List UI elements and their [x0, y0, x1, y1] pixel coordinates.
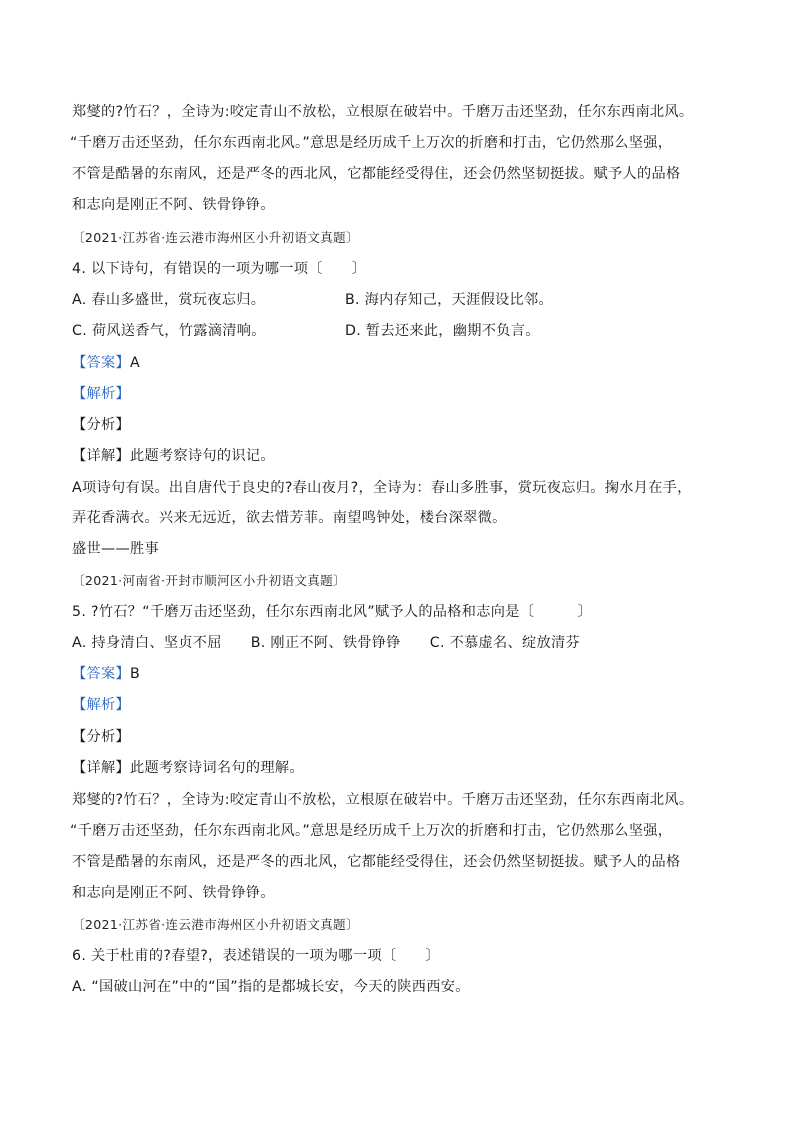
explanation-line: “千磨万击还坚劲，任尔东西南北风。”意思是经历成千上万次的折磨和打击，它仍然那么坚强，: [70, 823, 673, 839]
explanation-line: 和志向是刚正不阿、铁骨铮铮。: [72, 885, 275, 901]
explanation-line: 盛世——胜事: [72, 541, 159, 557]
detail-row: [72, 758, 304, 778]
explanation-line: 郑燮的?竹石？，全诗为:咬定青山不放松，立根原在破岩中。千磨万击还坚劲，任尔东西南北风。: [72, 104, 694, 120]
question-6-option-a: A. “国破山河在”中的“国”指的是都城长安，今天的陕西西安。: [72, 979, 470, 995]
answer-tag: 【答案】: [72, 355, 130, 371]
analysis-tag: 【解析】: [72, 386, 130, 402]
answer-row: [72, 664, 140, 684]
question-source: 〔2021·江苏省·连云港市海州区小升初语文真题〕: [72, 230, 359, 245]
question-5-stem: 5. ?竹石？“千磨万击还坚劲，任尔东西南北风”赋予人的品格和志向是〔 〕: [72, 604, 593, 620]
explanation-line: 和志向是刚正不阿、铁骨铮铮。: [72, 197, 275, 213]
question-4-option-c: C. 荷风送香气，竹露滴清响。: [72, 323, 266, 339]
question-4-option-a: A. 春山多盛世，赏玩夜忘归。: [72, 292, 266, 308]
question-4-option-b: B. 海内存知己，天涯假设比邻。: [345, 292, 553, 308]
explanation-line: “千磨万击还坚劲，任尔东西南北风。”意思是经历成千上万次的折磨和打击，它仍然那么坚强，: [70, 135, 673, 151]
explanation-line: 郑燮的?竹石？，全诗为:咬定青山不放松，立根原在破岩中。千磨万击还坚劲，任尔东西南北风。: [72, 792, 694, 808]
analysis-tag: 【解析】: [72, 697, 130, 713]
question-source: 〔2021·江苏省·连云港市海州区小升初语文真题〕: [72, 917, 359, 932]
answer-row: [72, 353, 140, 373]
fenxi-tag: 【分析】: [72, 417, 130, 433]
detail-tag: 【详解】: [72, 760, 130, 776]
question-4-stem: 4. 以下诗句，有错误的一项为哪一项〔 〕: [72, 261, 367, 277]
question-5-options: A. 持身清白、坚贞不屈 B. 刚正不阿、铁骨铮铮 C. 不慕虚名、绽放清芬: [72, 635, 580, 651]
detail-text: 此题考察诗词名句的理解。: [129, 760, 304, 776]
explanation-line: 不管是酷暑的东南风，还是严冬的西北风，它都能经受得住，还会仍然坚韧挺拔。赋予人的品格: [72, 854, 681, 870]
answer-value: B: [129, 666, 140, 682]
fenxi-tag: 【分析】: [72, 729, 130, 745]
explanation-line: 不管是酷暑的东南风，还是严冬的西北风，它都能经受得住，还会仍然坚韧挺拔。赋予人的品格: [72, 166, 681, 182]
question-6-stem: 6. 关于杜甫的?春望?，表述错误的一项为哪一项〔 〕: [72, 948, 440, 964]
detail-text: 此题考察诗句的识记。: [129, 448, 275, 464]
answer-value: A: [129, 355, 140, 371]
detail-row: [72, 446, 275, 466]
question-source: 〔2021·河南省·开封市顺河区小升初语文真题〕: [72, 573, 346, 588]
answer-tag: 【答案】: [72, 666, 130, 682]
explanation-line: A项诗句有误。出自唐代于良史的?春山夜月?，全诗为：春山多胜事，赏玩夜忘归。掬水月在手，: [72, 480, 692, 496]
detail-tag: 【详解】: [72, 448, 130, 464]
question-4-option-d: D. 暂去还来此，幽期不负言。: [345, 323, 540, 339]
explanation-line: 弄花香满衣。兴来无远近，欲去惜芳菲。南望鸣钟处，楼台深翠微。: [72, 510, 507, 526]
